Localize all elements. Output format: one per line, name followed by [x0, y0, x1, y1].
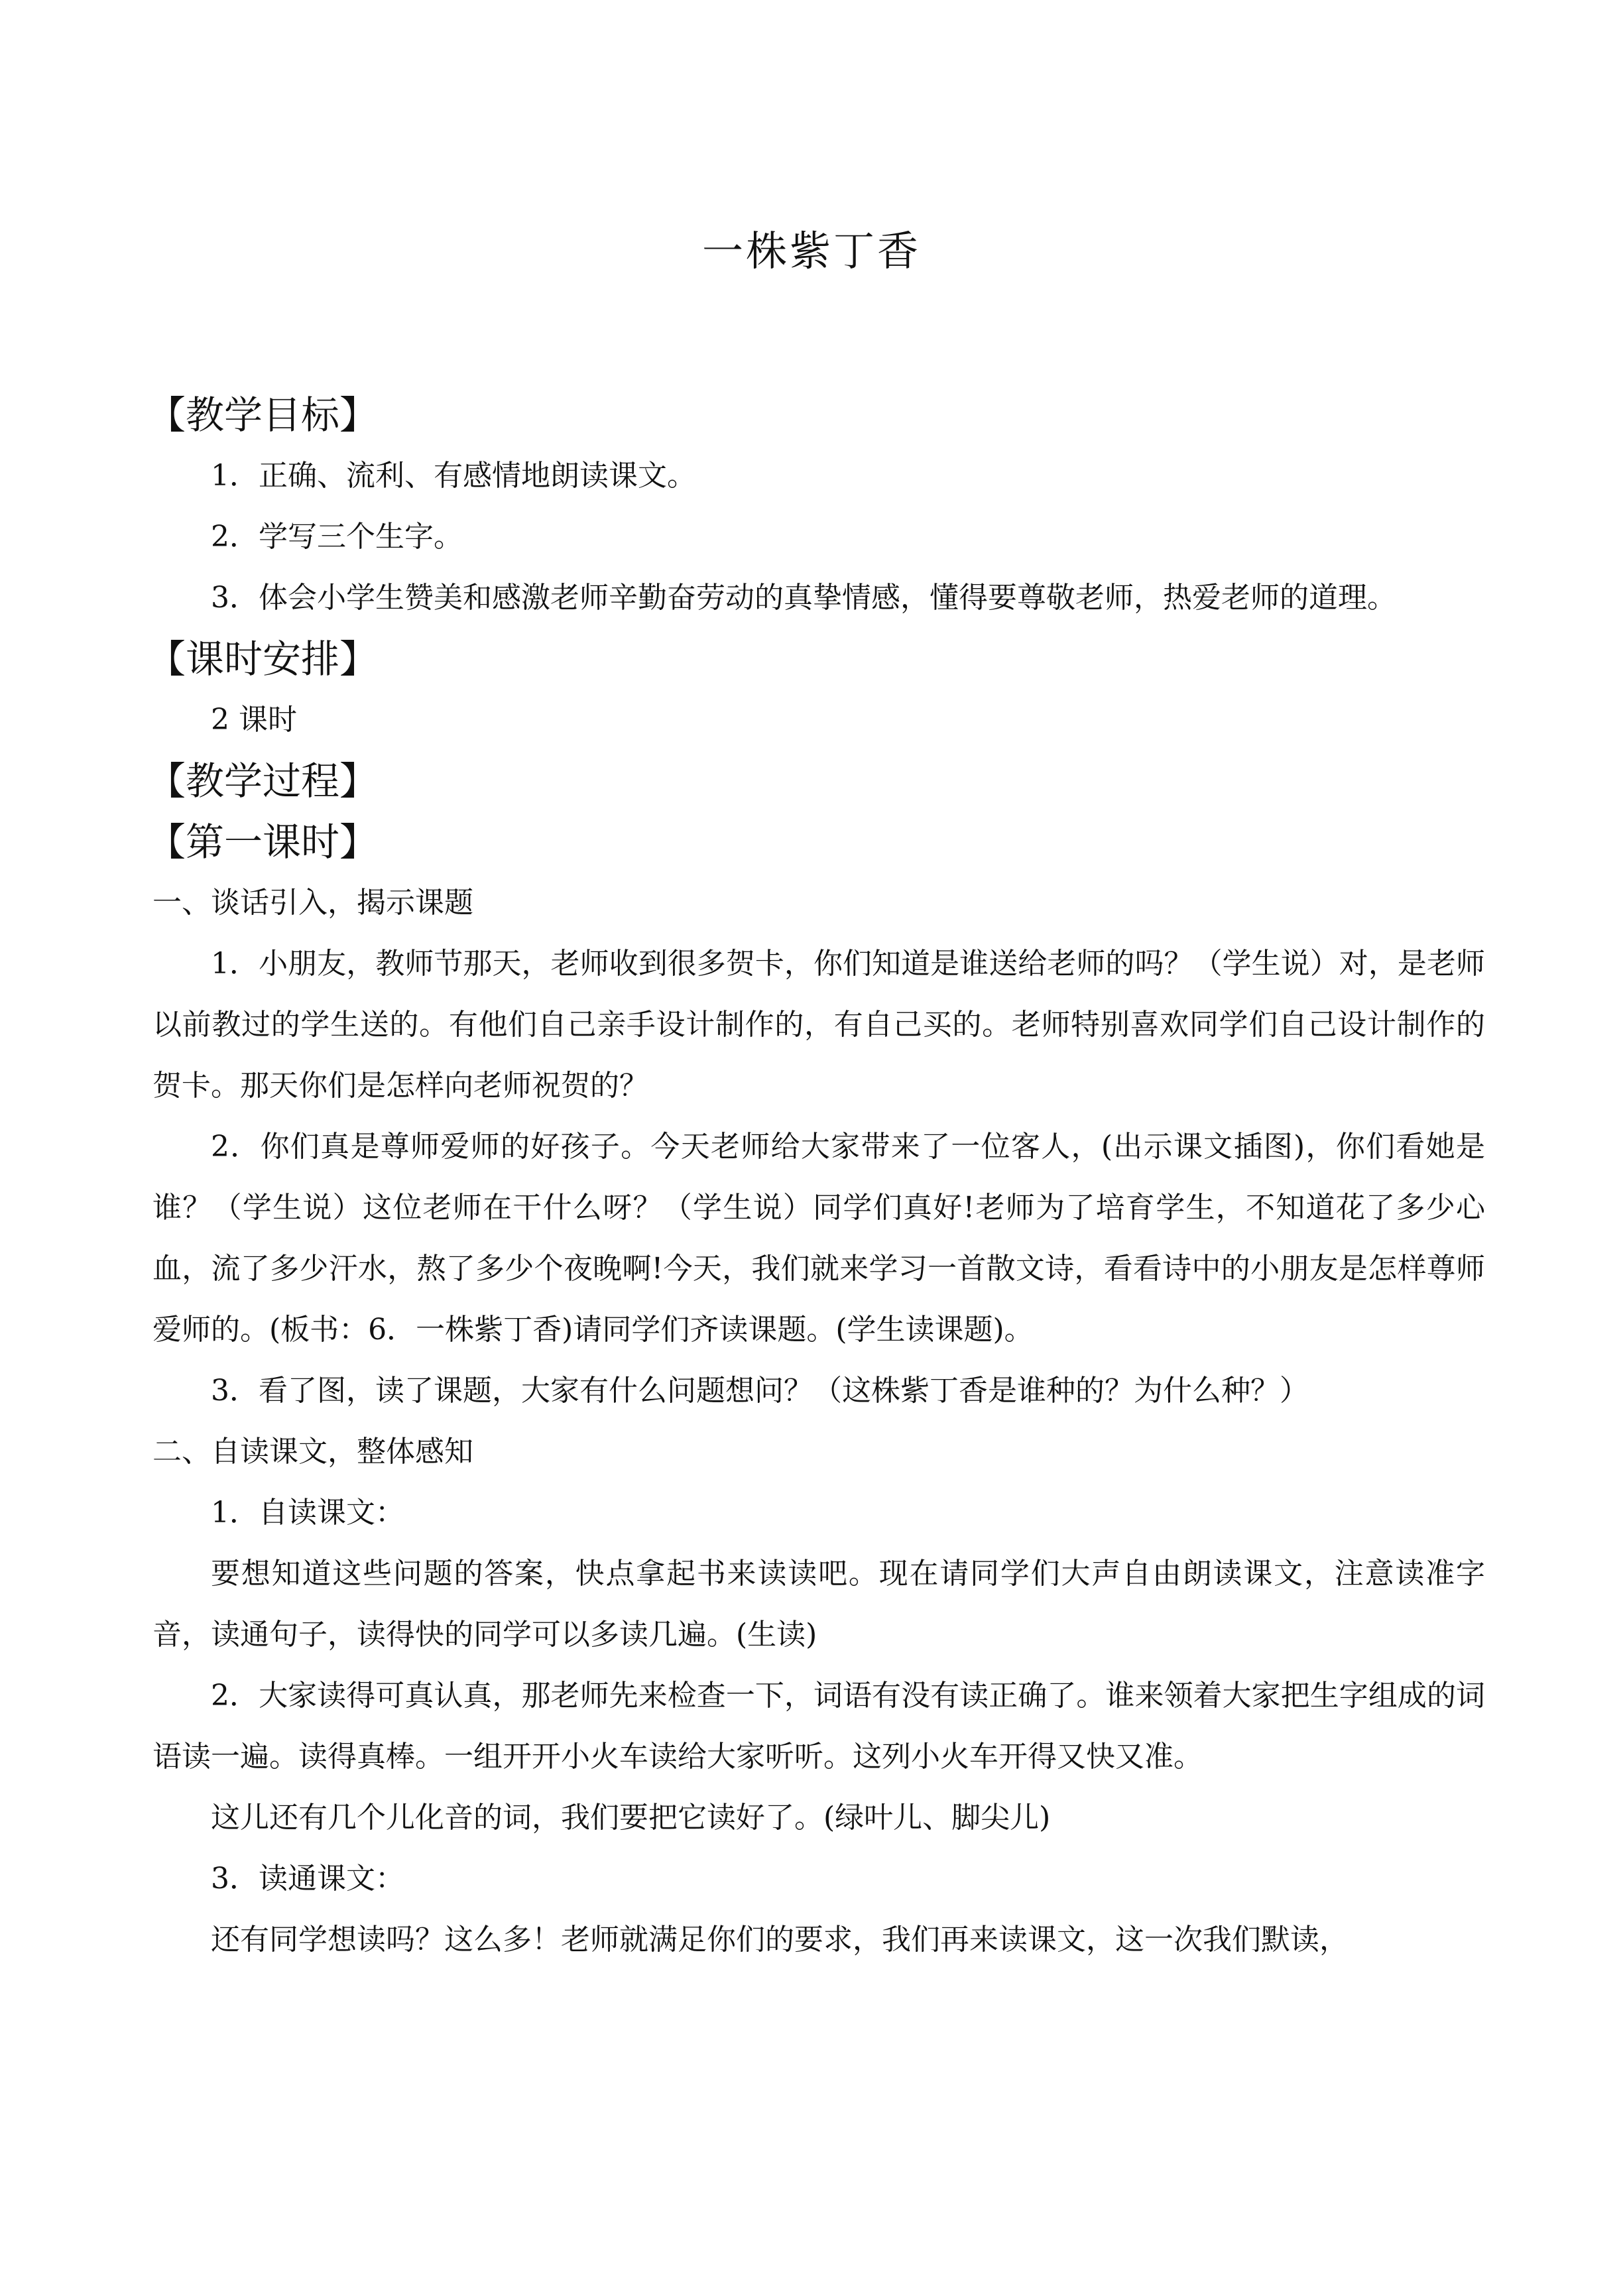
goal-item: 1．正确、流利、有感情地朗读课文。	[211, 459, 696, 493]
first-lesson-heading: 【第一课时】	[147, 819, 379, 865]
teaching-process-heading: 【教学过程】	[147, 758, 379, 804]
goal-item: 2．学写三个生字。	[211, 520, 463, 554]
part-two-paragraph: 2．大家读得可真认真，那老师先来检查一下，词语有没有读正确了。谁来领着大家把生字组成的词语读一遍。读得真棒。一组开开小火车读给大家听听。这列小火车开得又快又准。	[152, 1679, 1485, 1774]
schedule-heading: 【课时安排】	[147, 636, 379, 682]
part-two-paragraph: 还有同学想读吗？这么多！老师就满足你们的要求，我们再来读课文，这一次我们默读，	[211, 1923, 1349, 1957]
part-two-paragraph: 1．自读课文：	[211, 1496, 404, 1530]
part-one-heading: 一、谈话引入，揭示课题	[152, 886, 473, 920]
document-body	[147, 385, 1485, 1970]
part-one-paragraph: 2．你们真是尊师爱师的好孩子。今天老师给大家带来了一位客人，(出示课文插图)，你们看她是谁？（学生说）这位老师在干什么呀？（学生说）同学们真好!老师为了培育学生，不知道花了多少心血，流了多少汗水，熬了多少个夜晚啊!今天，我们就来学习一首散文诗，看看诗中的小朋友是怎样尊师爱师的。(板书：6．一株紫丁香)请同学们齐读课题。(学生读课题)。	[152, 1130, 1485, 1347]
teaching-goals-heading: 【教学目标】	[147, 393, 379, 438]
schedule-text: 2 课时	[211, 703, 297, 737]
part-two-heading: 二、自读课文，整体感知	[152, 1435, 473, 1469]
document-title: 一株紫丁香	[701, 226, 921, 275]
part-one-paragraph: 1．小朋友，教师节那天，老师收到很多贺卡，你们知道是谁送给老师的吗？（学生说）对，是老师以前教过的学生送的。有他们自己亲手设计制作的，有自己买的。老师特别喜欢同学们自己设计制作的贺卡。那天你们是怎样向老师祝贺的？	[152, 947, 1485, 1103]
part-two-paragraph: 这儿还有几个儿化音的词，我们要把它读好了。(绿叶儿、脚尖儿)	[211, 1801, 1051, 1835]
part-two-paragraph: 要想知道这些问题的答案，快点拿起书来读读吧。现在请同学们大声自由朗读课文，注意读准字音，读通句子，读得快的同学可以多读几遍。(生读)	[152, 1557, 1485, 1652]
part-two-paragraph: 3．读通课文：	[211, 1862, 404, 1896]
part-one-paragraph: 3．看了图，读了课题，大家有什么问题想问？（这株紫丁香是谁种的？为什么种？）	[211, 1374, 1309, 1408]
goal-item: 3．体会小学生赞美和感激老师辛勤奋劳动的真挚情感，懂得要尊敬老师，热爱老师的道理。	[211, 581, 1396, 615]
